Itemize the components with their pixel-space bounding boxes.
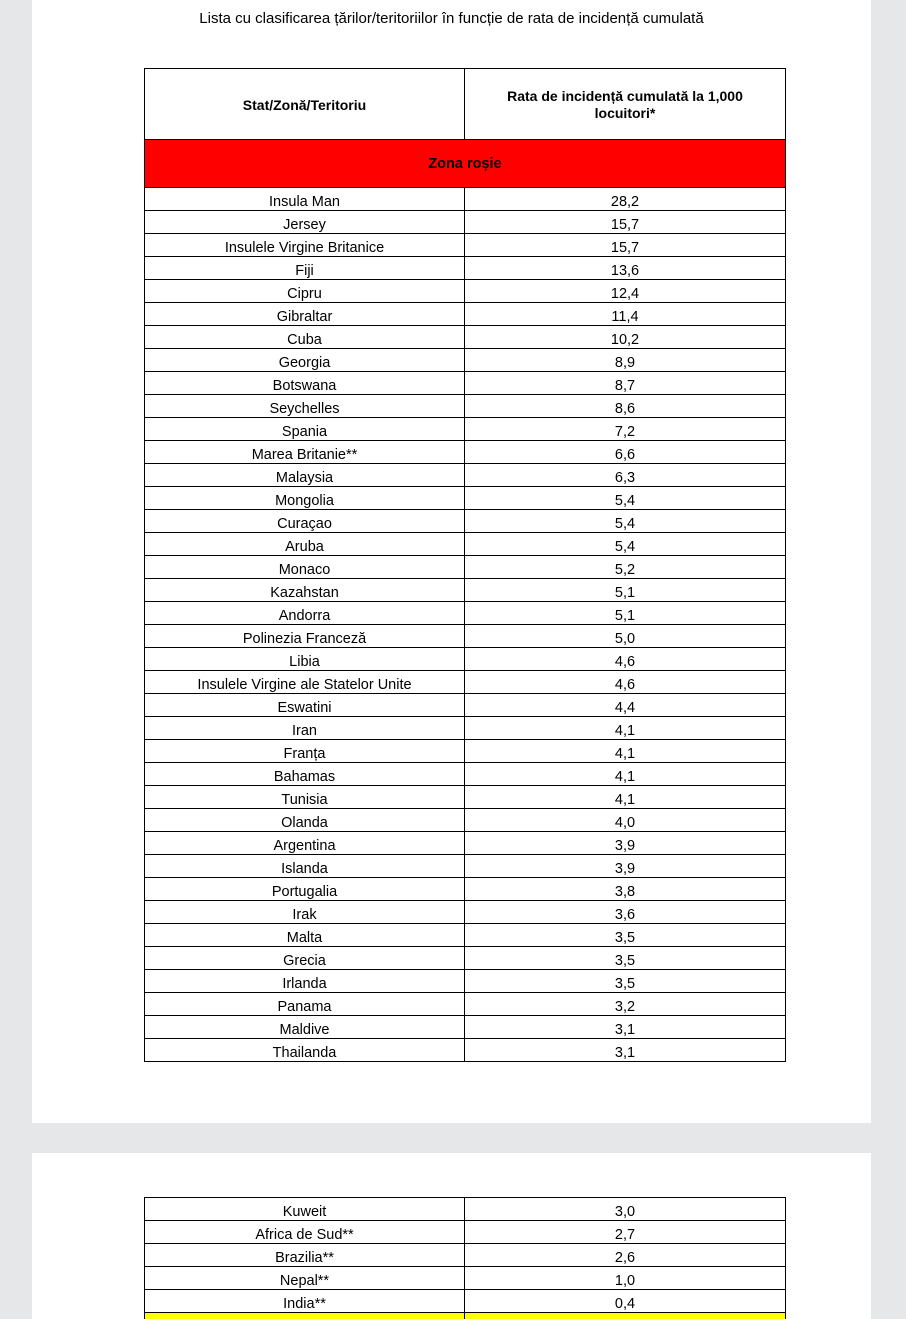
rate-cell: 4,1 (465, 763, 786, 786)
yellow-zone-row (145, 1313, 786, 1319)
table-row (145, 694, 786, 717)
country-cell: Insulele Virgine ale Statelor Unite (145, 671, 465, 694)
table-row (145, 395, 786, 418)
country-cell: Franța (145, 740, 465, 763)
table-row (145, 740, 786, 763)
country-cell: Spania (145, 418, 465, 441)
rate-cell: 4,1 (465, 717, 786, 740)
country-column-header: Stat/Zonă/Teritoriu (145, 69, 465, 140)
table-row (145, 947, 786, 970)
rate-cell: 10,2 (465, 326, 786, 349)
table-row (145, 418, 786, 441)
table-row (145, 510, 786, 533)
rate-cell: 3,8 (465, 878, 786, 901)
table-row (145, 1290, 786, 1313)
table-row (145, 303, 786, 326)
country-cell: Argentina (145, 832, 465, 855)
table-row (145, 372, 786, 395)
rate-cell: 2,7 (465, 1221, 786, 1244)
table-row (145, 832, 786, 855)
rate-cell: 15,7 (465, 234, 786, 257)
red-zone-label: Zona roșie (145, 140, 786, 188)
country-cell: Malaysia (145, 464, 465, 487)
country-cell: Fiji (145, 257, 465, 280)
table-row (145, 901, 786, 924)
rate-cell: 3,1 (465, 1039, 786, 1062)
red-zone-row (145, 140, 786, 188)
table-row (145, 257, 786, 280)
country-cell: Kazahstan (145, 579, 465, 602)
rate-cell: 8,9 (465, 349, 786, 372)
rate-cell: 4,4 (465, 694, 786, 717)
table-row (145, 579, 786, 602)
rate-cell: 3,2 (465, 993, 786, 1016)
table-row (145, 924, 786, 947)
rate-cell: 5,1 (465, 579, 786, 602)
country-cell: Olanda (145, 809, 465, 832)
rate-cell: 3,5 (465, 970, 786, 993)
rate-cell: 12,4 (465, 280, 786, 303)
rate-cell: 3,1 (465, 1016, 786, 1039)
country-cell: Andorra (145, 602, 465, 625)
table-header-row (145, 69, 786, 140)
table-row (145, 1039, 786, 1062)
country-cell: Africa de Sud** (145, 1221, 465, 1244)
rate-cell: 4,6 (465, 648, 786, 671)
rate-cell: 0,4 (465, 1290, 786, 1313)
rate-column-header: Rata de incidență cumulată la 1,000 locuitori* (465, 69, 786, 140)
rate-cell: 28,2 (465, 188, 786, 211)
document-page-1 (32, 0, 871, 1123)
table-row (145, 1244, 786, 1267)
country-cell: Kuweit (145, 1198, 465, 1221)
rate-cell: 11,4 (465, 303, 786, 326)
country-cell: Tunisia (145, 786, 465, 809)
rate-cell: 4,0 (465, 809, 786, 832)
table-row (145, 211, 786, 234)
rate-cell: 5,0 (465, 625, 786, 648)
table-row (145, 349, 786, 372)
table-row (145, 855, 786, 878)
rate-cell: 15,7 (465, 211, 786, 234)
country-cell: Curaçao (145, 510, 465, 533)
country-cell: Cipru (145, 280, 465, 303)
table-row (145, 648, 786, 671)
table-row (145, 326, 786, 349)
country-cell: Marea Britanie** (145, 441, 465, 464)
rate-cell: 4,1 (465, 786, 786, 809)
rate-cell: 4,1 (465, 740, 786, 763)
country-cell: Monaco (145, 556, 465, 579)
table-row (145, 1198, 786, 1221)
country-cell: Jersey (145, 211, 465, 234)
rate-cell: 4,6 (465, 671, 786, 694)
table-row (145, 441, 786, 464)
country-cell: Irak (145, 901, 465, 924)
rate-cell: 13,6 (465, 257, 786, 280)
rate-cell: 3,9 (465, 855, 786, 878)
incidence-table (144, 68, 786, 1062)
country-cell: Insulele Virgine Britanice (145, 234, 465, 257)
country-cell: Insula Man (145, 188, 465, 211)
table-row (145, 1016, 786, 1039)
country-cell: Brazilia** (145, 1244, 465, 1267)
table-row (145, 717, 786, 740)
country-cell: Aruba (145, 533, 465, 556)
country-cell: Maldive (145, 1016, 465, 1039)
rate-cell: 3,9 (465, 832, 786, 855)
rate-cell: 5,2 (465, 556, 786, 579)
country-cell: Thailanda (145, 1039, 465, 1062)
table-row (145, 625, 786, 648)
table-row (145, 763, 786, 786)
rate-cell: 3,6 (465, 901, 786, 924)
country-cell: Iran (145, 717, 465, 740)
rate-cell: 5,1 (465, 602, 786, 625)
country-cell: Botswana (145, 372, 465, 395)
table-row (145, 533, 786, 556)
rate-cell: 7,2 (465, 418, 786, 441)
incidence-table-continued (144, 1197, 786, 1319)
table-row (145, 671, 786, 694)
country-cell: Libia (145, 648, 465, 671)
table-row (145, 188, 786, 211)
rate-cell: 5,4 (465, 510, 786, 533)
table-row (145, 878, 786, 901)
country-cell: Cuba (145, 326, 465, 349)
rate-cell: 3,5 (465, 947, 786, 970)
rate-cell: 3,5 (465, 924, 786, 947)
rate-cell: 6,3 (465, 464, 786, 487)
table-row (145, 602, 786, 625)
rate-cell: 8,7 (465, 372, 786, 395)
country-cell: Georgia (145, 349, 465, 372)
table-row (145, 786, 786, 809)
table-row (145, 556, 786, 579)
table-row (145, 234, 786, 257)
table-row (145, 809, 786, 832)
document-title: Lista cu clasificarea țărilor/teritoriilor în funcție de rata de incidență cumulată (199, 10, 704, 27)
table-row (145, 970, 786, 993)
country-cell: Eswatini (145, 694, 465, 717)
table-row (145, 993, 786, 1016)
table-row (145, 1267, 786, 1290)
yellow-zone-cell (145, 1313, 465, 1319)
rate-cell: 2,6 (465, 1244, 786, 1267)
rate-cell: 5,4 (465, 487, 786, 510)
country-cell: Islanda (145, 855, 465, 878)
rate-cell: 1,0 (465, 1267, 786, 1290)
country-cell: Bahamas (145, 763, 465, 786)
rate-cell: 5,4 (465, 533, 786, 556)
document-page-2 (32, 1153, 871, 1319)
rate-cell: 6,6 (465, 441, 786, 464)
country-cell: Malta (145, 924, 465, 947)
country-cell: Panama (145, 993, 465, 1016)
country-cell: Nepal** (145, 1267, 465, 1290)
table-row (145, 280, 786, 303)
country-cell: Grecia (145, 947, 465, 970)
table-row (145, 487, 786, 510)
country-cell: Mongolia (145, 487, 465, 510)
yellow-zone-cell (465, 1313, 786, 1319)
country-cell: Portugalia (145, 878, 465, 901)
rate-cell: 8,6 (465, 395, 786, 418)
rate-cell: 3,0 (465, 1198, 786, 1221)
country-cell: Gibraltar (145, 303, 465, 326)
country-cell: Irlanda (145, 970, 465, 993)
country-cell: India** (145, 1290, 465, 1313)
table-row (145, 1221, 786, 1244)
country-cell: Polinezia Franceză (145, 625, 465, 648)
table-row (145, 464, 786, 487)
country-cell: Seychelles (145, 395, 465, 418)
